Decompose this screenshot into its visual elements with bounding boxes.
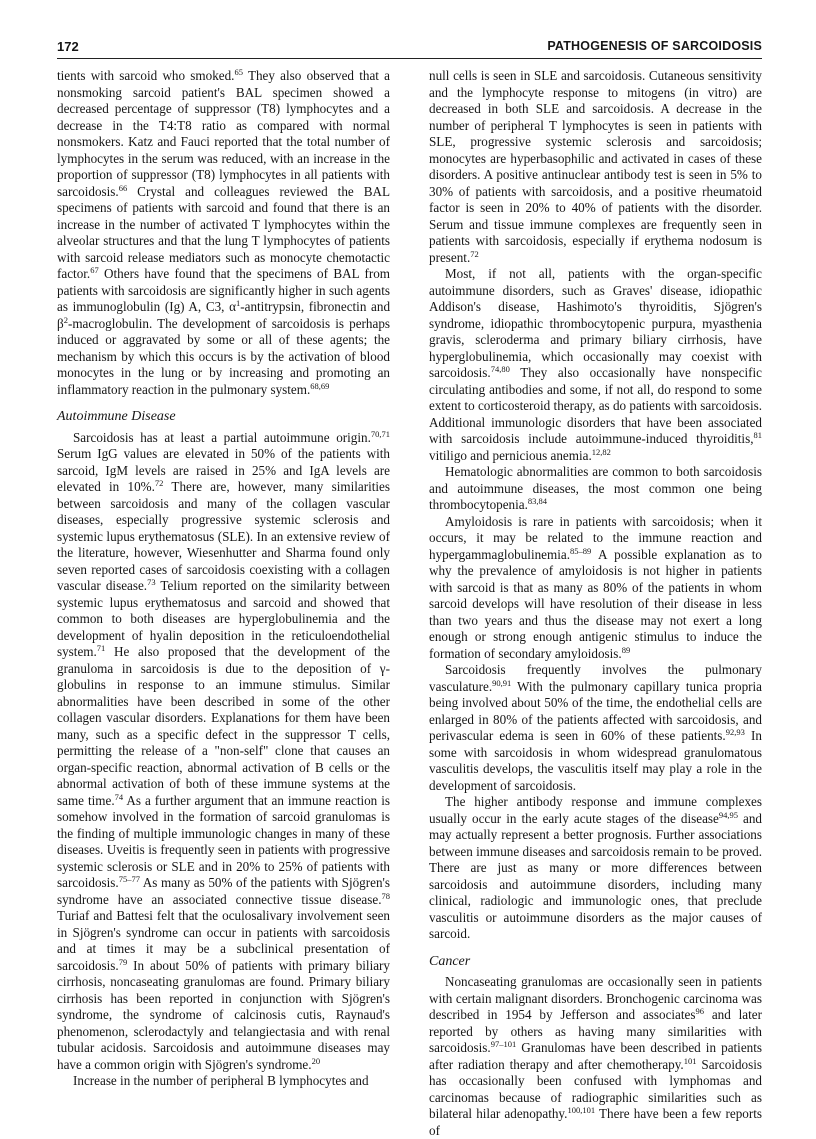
citation-superscript: 70,71 xyxy=(370,428,390,439)
text-run: tients with sarcoid who smoked. xyxy=(57,68,235,83)
citation-superscript: 83,84 xyxy=(527,496,548,506)
citation-superscript: 12,82 xyxy=(591,446,611,457)
paragraph xyxy=(429,464,762,514)
text-run: Noncaseating granulomas are occasionally seen in patients with certain malignant disorders. Bronchogenic carcinoma was described in 1954 by Jefferson and associates xyxy=(429,974,762,1022)
text-run: They also occasionally have nonspecific circulating antibodies and some, if not all, do respond to some extent to corticosteroid therapy, as do patients with sarcoidosis. Additional immunologic disorders that have been associated with sarcoidosis include autoimmune-induced thyroiditis, xyxy=(429,365,762,446)
text-run: In some with sarcoidosis in whom widespread granulomatous vasculitis develops, the vasculitis itself may play a role in the development of sarcoidosis. xyxy=(429,728,763,793)
text-run: In about 50% of patients with primary biliary cirrhosis, noncaseating granulomas are found. Primary biliary cirrhosis has been reported in conjunction with Sjögren's syndrome, the syndrome of calcinosis cutis, Raynaud's phenomenon, sclerodactyly and telangiectasia and with renal tubular acidosis. Sarcoidosis and autoimmune diseases may have a common origin with Sjögren's syndrome. xyxy=(57,957,390,1072)
citation-superscript: 75–77 xyxy=(118,874,140,884)
text-run: Sarcoidosis has at least a partial autoimmune origin. xyxy=(73,429,371,445)
citation-superscript: 73 xyxy=(147,577,156,587)
text-run: vitiligo and pernicious anemia. xyxy=(429,447,592,463)
citation-superscript: 97–101 xyxy=(490,1039,517,1049)
citation-superscript: 71 xyxy=(96,643,106,653)
text-run: There are, however, many similarities between sarcoidosis and many of the collagen vascular diseases, especially progressive systemic sclerosis and systemic lupus erythematosus (SLE). In an extensive review of the literature, however, Wiesenhutter and Sharma found only seven reported cases of sarcoidosis coexisting with a collagen vascular disease. xyxy=(57,479,390,593)
citation-superscript: 72 xyxy=(470,248,479,259)
paragraph xyxy=(429,266,762,464)
text-run: With the pulmonary capillary tunica propria being involved about 50% of the time, the endothelial cells are enlarged in 80% of the patients affected with sarcoidosis, and perivascular edema is seen in 60% of these patients. xyxy=(429,678,762,743)
paragraph xyxy=(57,68,390,398)
citation-superscript: 67 xyxy=(90,265,99,275)
text-run: -antitrypsin, fibronectin and β xyxy=(57,299,391,331)
citation-superscript: 78 xyxy=(381,890,390,901)
text-run: null cells is seen in SLE and sarcoidosis. Cutaneous sensitivity and the lymphocyte response to mitogens (in vitro) are decreased in both SLE and sarcoidosis. A decrease in the number of peripheral T lymphocytes is seen in patients with SLE, progressive systemic sclerosis and sarcoidosis; monocytes are hyperbasophilic and activated in cases of these disorders. A positive antinuclear antibody test is seen in 5% to 30% of patients with sarcoidosis, and a positive rheumatoid factor is seen in 20% to 40% of patients with the disorder. Serum and tissue immune complexes are frequently seen in patients with sarcoidosis, especially if erythema nodosum is present. xyxy=(429,68,762,265)
citation-superscript: 92,93 xyxy=(725,727,745,737)
paragraph xyxy=(429,68,762,266)
text-run: Sarcoidosis has occasionally been confused with lymphomas and carcinomas because of radiographic similarities such as bilateral hilar adenopathy. xyxy=(429,1056,762,1121)
text-run: A possible explanation as to why the prevalence of amyloidosis is not higher in patients with sarcoid is that as many as 80% of the patients in whom sarcoid develops will have resolution of their disease in less than two years and thus the disease may not exert a long enough or strong enough antigenic stimulus to induce the formation of secondary amyloidosis. xyxy=(429,546,762,661)
text-run: Telium reported on the similarity between systemic lupus erythematosus and sarcoid and showed that common to both diseases are hyperglobulinemia and the development of hyalin deposition in the reticuloendothelial system. xyxy=(57,578,390,659)
left-column xyxy=(57,68,390,1090)
text-run: He also proposed that the development of the granuloma in sarcoidosis is due to the deposition of γ-globulins in response to an immune stimulus. Similar abnormalities have been described in some of the other collagen vascular disorders. Explanations for them have been many, such as a specific defect in the suppressor T cells, permitting the release of a "non-self" clone that causes an organ-specific reaction, abnormal activation of B cells or the abnormal activation of both of these immune systems at the same time. xyxy=(57,644,390,808)
citation-superscript: 90,91 xyxy=(492,677,512,688)
paragraph xyxy=(429,662,762,794)
paragraph xyxy=(429,974,762,1139)
text-run: Crystal and colleagues reviewed the BAL specimens of patients with sarcoid and found that there is an increase in the number of activated T lymphocytes within the alveolar structures and that the lung T lymphocytes of patients with sarcoid release mediators such as monocyte chemotactic factor. xyxy=(57,183,390,281)
text-run: Amyloidosis is rare in patients with sarcoidosis; when it occurs, it may be related to the immune reaction and hypergammaglobulinemia. xyxy=(429,513,762,562)
text-run: Most, if not all, patients with the organ-specific autoimmune disorders, such as Graves' disease, idiopathic Addison's disease, Hashimoto's thyroiditis, Sjögren's syndrome, idiopathic thrombocytopenic purpura, myasthenia gravis, scleroderma and primary biliary cirrhosis, have hyperglobulinemia, which occasionally may coexist with sarcoidosis. xyxy=(429,266,762,380)
paragraph xyxy=(57,430,390,1074)
text-run: As many as 50% of the patients with Sjögren's syndrome have an associated connective tissue disease. xyxy=(57,875,390,907)
citation-superscript: 72 xyxy=(154,478,164,488)
right-column xyxy=(429,68,762,1139)
text-run: Serum IgG values are elevated in 50% of the patients with sarcoid, IgM levels are raised in 25% and IgA levels are elevated in 10%. xyxy=(57,446,390,494)
citation-superscript: 101 xyxy=(683,1055,697,1066)
citation-superscript: 1 xyxy=(236,298,241,308)
text-run: and may actually represent a better prognosis. Further associations between immune diseases and sarcoidosis remain to be proved. There are just as many or more differences between sarcoidosis and autoimmune disorders, including many clinical, radiologic and immunologic ones, that preclude vasculitis or autoimmune disorders as the major causes of sarcoid. xyxy=(429,810,762,941)
paragraph xyxy=(429,794,762,943)
text-run: -macroglobulin. The development of sarcoidosis is perhaps induced or aggravated by some or all of these agents; the mechanism by which this occurs is by the activation of blood monocytes in the lung or by increasing and promoting an inflammatory reaction in the pulmonary system. xyxy=(57,315,390,397)
paragraph: Increase in the number of peripheral B lymphocytes and xyxy=(73,1073,369,1088)
citation-superscript: 20 xyxy=(311,1055,321,1066)
citation-superscript: 66 xyxy=(118,182,128,193)
section-heading-cancer: Cancer xyxy=(429,953,471,969)
citation-superscript: 89 xyxy=(621,644,631,655)
page-header xyxy=(57,34,762,58)
text-run: Others have found that the specimens of BAL from patients with sarcoidosis are significantly higher in such agents as immunoglobulin (Ig) A, C3, α xyxy=(57,266,390,314)
citation-superscript: 68,69 xyxy=(310,380,330,391)
text-run: Sarcoidosis frequently involves the pulmonary vasculature. xyxy=(429,662,762,694)
section-heading-autoimmune: Autoimmune Disease xyxy=(57,409,176,424)
citation-superscript: 81 xyxy=(753,430,762,440)
running-title: PATHOGENESIS OF SARCOIDOSIS xyxy=(547,39,762,53)
text-run: The higher antibody response and immune complexes usually occur in the early acute stages of the disease xyxy=(429,794,762,826)
text-run: As a further argument that an immune reaction is somehow involved in the formation of sarcoid granulomas is the finding of multiple immunologic changes in many of these diseases. Uveitis is frequently seen in patients with progressive systemic sclerosis or SLE and in 20% to 25% of patients with sarcoidosis. xyxy=(57,792,390,890)
text-run: There have been a few reports of xyxy=(429,1106,762,1138)
text-run: Hematologic abnormalities are common to both sarcoidosis and autoimmune diseases, the most common one being thrombocytopenia. xyxy=(429,464,762,512)
text-run: Turiaf and Battesi felt that the oculosalivary involvement seen in Sjögren's syndrome can occur in patients with sarcoidosis and at times it may be a subclinical presentation of sarcoidosis. xyxy=(57,908,390,973)
text-run: They also observed that a nonsmoking sarcoid patient's BAL specimen showed a decreased percentage of suppressor (T8) lymphocytes and a decrease in the T4:T8 ratio as compared with normal nonsmokers. Katz and Fauci reported that the total number of lymphocytes in the serum was reduced, with an increase in the proportion of suppressor (T8) lymphocytes in all patients with sarcoidosis. xyxy=(57,68,390,199)
citation-superscript: 85–89 xyxy=(570,545,592,556)
paragraph xyxy=(429,514,762,663)
citation-superscript: 74 xyxy=(114,791,124,802)
citation-superscript: 65 xyxy=(234,67,243,77)
citation-superscript: 100,101 xyxy=(567,1105,596,1115)
citation-superscript: 74,80 xyxy=(490,364,510,374)
citation-superscript: 94,95 xyxy=(718,809,738,820)
text-run: Granulomas have been described in patients after radiation therapy and after chemotherapy. xyxy=(429,1040,762,1072)
citation-superscript: 96 xyxy=(695,1006,704,1016)
citation-superscript: 79 xyxy=(118,956,128,967)
citation-superscript: 2 xyxy=(63,314,68,325)
page-number: 172 xyxy=(57,39,79,54)
text-run: and later reported by others as having many similarities with sarcoidosis. xyxy=(429,1007,762,1055)
header-rule xyxy=(57,58,762,59)
